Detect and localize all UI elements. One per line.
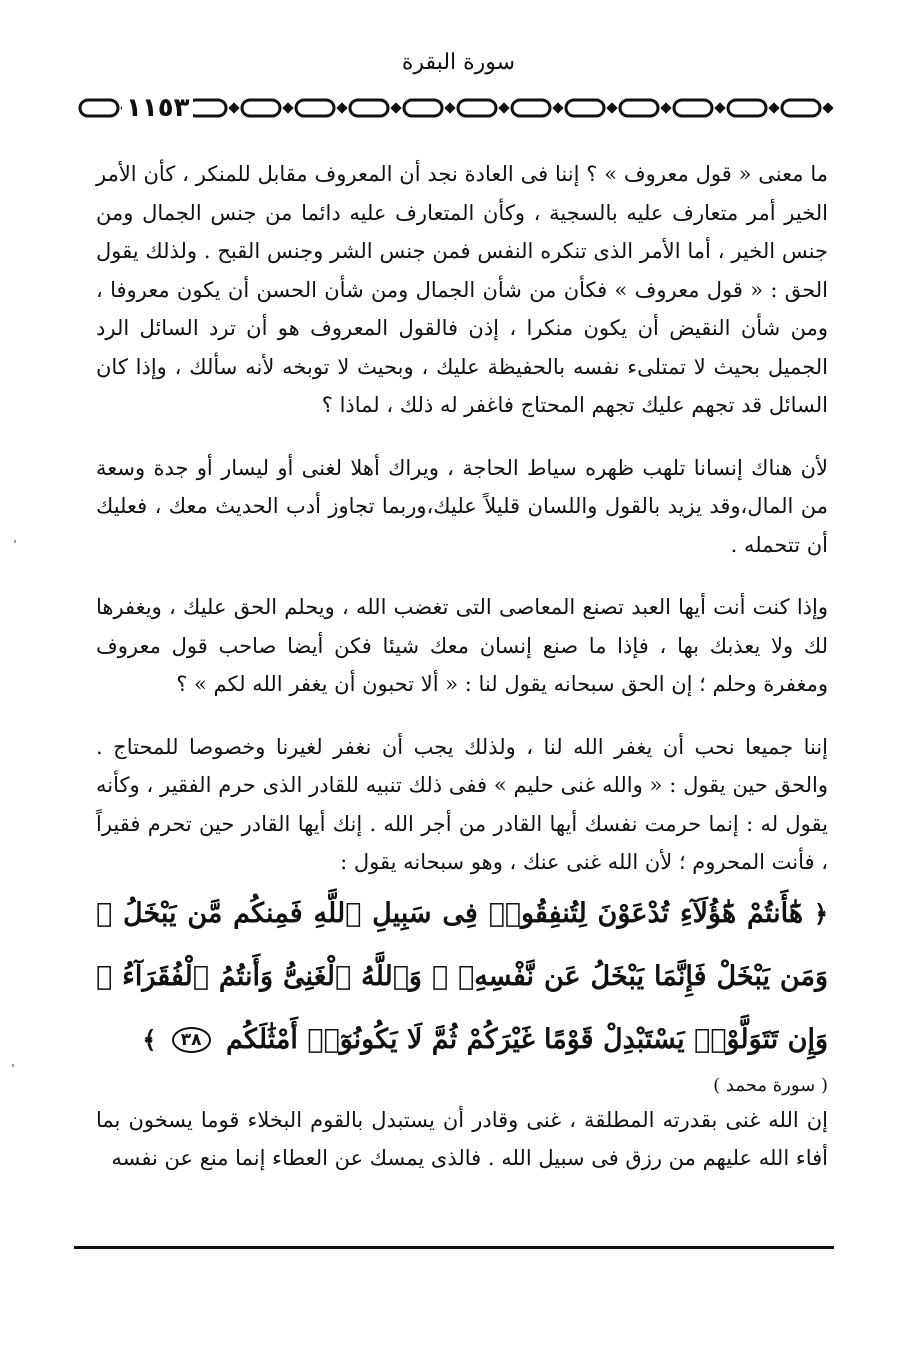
chain-link [674,100,712,116]
verse-source-reference: ( سورة محمد ) [713,1074,828,1096]
paragraph: إن الله غنى بقدرته المطلقة ، غنى وقادر أن يستبدل بالقوم البخلاء قوما يسخون بما أفاء الله عليهم من رزق فى سبيل الله . فالذى يمسك عن العطاء إنما منع عن نفسه [96,1107,828,1170]
chain-diamond [606,102,617,113]
chain-link [350,100,388,116]
paragraph: ما معنى « قول معروف » ؟ إننا فى العادة نجد أن المعروف مقابل للمنكر ، كأن الأمر الخير أمر متعارف عليه بالسجية ، وكأن المتعارف عليه دائما من جنس الجمال ومن جنس الخير ، أما الأمر الذى تنكره النفس فمن جنس الشر وجنس القبح . ولذلك يقول الحق : « قول معروف » فكأن من شأن الجمال ومن شأن الحسن أن يكون معروفا ، ومن شأن النقيض أن يكون منكرا ، إذن فالقول المعروف هو أن ترد السائل الرد الجميل بحيث لا تمتلىء نفسه بالحفيظة عليك ، وبحيث لا توبخه لأنه سألك ، وإذا كان السائل قد تجهم عليك تجهم المحتاج فاغفر له ذلك ، لماذا ؟ [96,162,828,417]
chain-link [566,100,604,116]
ayah-number-badge: ٣٨ [172,1027,211,1053]
chain-link [296,100,334,116]
verse-open-bracket: ﴿ [813,898,828,928]
chain-link [242,100,280,116]
chain-link [404,100,442,116]
chain-diamond [552,102,563,113]
verse-close-bracket: ﴾ [142,1024,157,1054]
scan-speck [12,1064,14,1067]
quran-verse [96,882,828,1071]
chain-diamond [444,102,455,113]
paragraph: وإذا كنت أنت أيها العبد تصنع المعاصى التى تغضب الله ، ويحلم الحق عليك ، ويغفرها لك ولا يعذبك بها ، فإذا ما صنع إنسان معك شيئا فكن أيضا صاحب قول معروف ومغفرة وحلم ؛ إن الحق سبحانه يقول لنا : « ألا تحبون أن يغفر الله لكم » ؟ [96,595,828,696]
chain-link [512,100,550,116]
main-text [96,155,828,1178]
chain-link [620,100,658,116]
chain-link [728,100,766,116]
footer-rule [74,1246,834,1249]
chain-diamond [498,102,509,113]
chain-link [80,100,118,116]
surah-title: سورة البقرة [401,50,516,75]
chain-diamond [336,102,347,113]
verse-text: هَٰٓأَنتُمْ هَٰٓؤُلَآءِ تُدْعَوْنَ لِتُنفِقُوا۟ فِى سَبِيلِ ٱللَّهِ فَمِنكُم مَّن يَبْخَلُ ۖ وَمَن يَبْخَلْ فَإِنَّمَا يَبْخَلُ عَن نَّفْسِهِۦ ۚ وَٱللَّهُ ٱلْغَنِىُّ وَأَنتُمُ ٱلْفُقَرَآءُ ۚ وَإِن تَتَوَلَّوْا۟ يَسْتَبْدِلْ قَوْمًا غَيْرَكُمْ ثُمَّ لَا يَكُونُوٓا۟ أَمْثَٰلَكُم [96,897,828,1055]
scan-speck [14,540,16,543]
paragraph: إننا جميعا نحب أن يغفر الله لنا ، ولذلك يجب أن نغفر لغيرنا وخصوصا للمحتاج . والحق حين يقول : « والله غنى حليم » ففى ذلك تنبيه للقادر الذى حرم الفقير ، وكأنه يقول له : إنما حرمت نفسك أيها القادر من أجر الله . إنك أيها القادر حين تحرم فقيراً ، فأنت المحروم ؛ لأن الله غنى عنك ، وهو سبحانه يقول : [96,734,828,874]
header-ornament-band [78,92,838,124]
paragraph: لأن هناك إنسانا تلهب ظهره سياط الحاجة ، ويراك أهلا لغنى أو ليسار أو جدة وسعة من المال،وقد يزيد بالقول واللسان قليلاً عليك،وربما تجاوز أدب الحديث معك ، فعليك أن تتحمله . [96,455,828,557]
chain-diamond [228,102,239,113]
chain-link [188,100,226,116]
chain-diamond [822,102,833,113]
page-number: ١١٥٣ [122,93,193,123]
chain-diamond [714,102,725,113]
chain-diamond [768,102,779,113]
chain-diamond [660,102,671,113]
chain-link [782,100,820,116]
chain-diamond [390,102,401,113]
chain-link [458,100,496,116]
chain-diamond [282,102,293,113]
